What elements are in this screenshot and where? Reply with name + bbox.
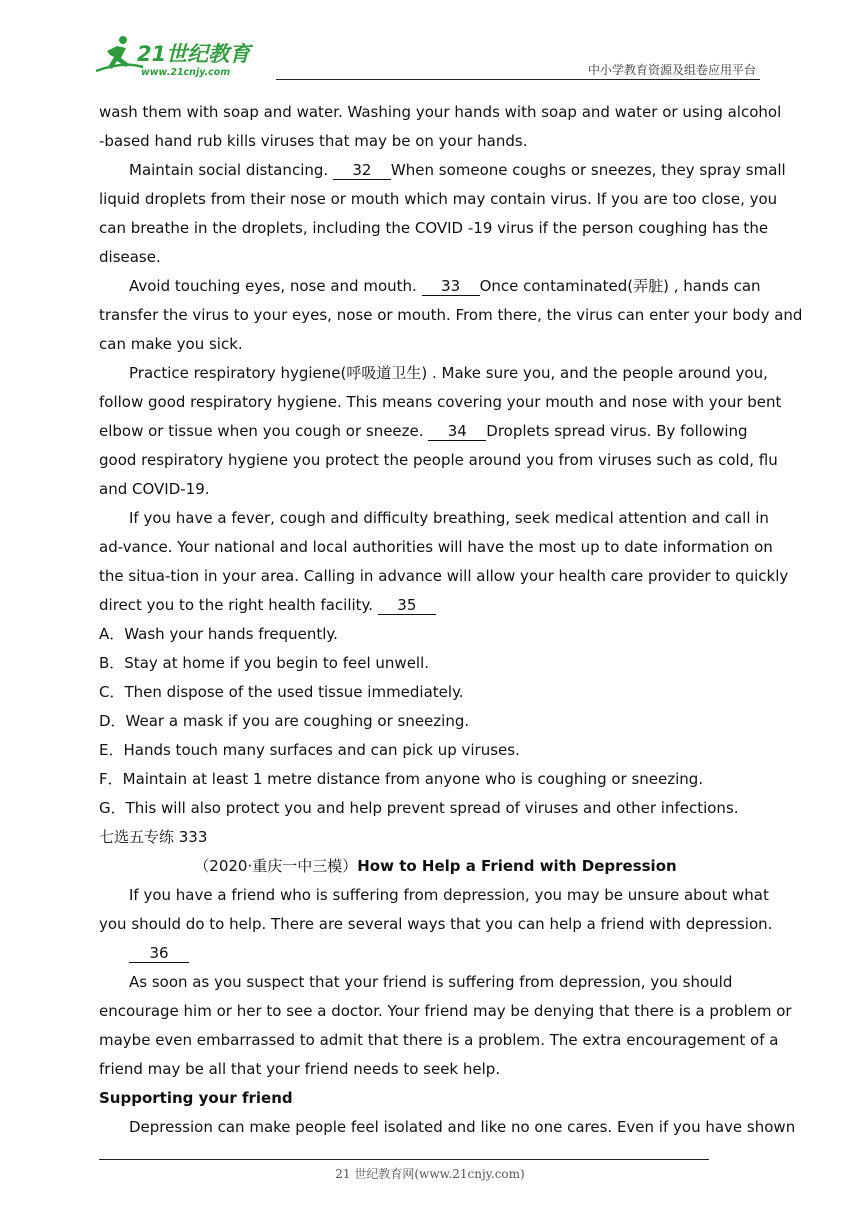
- option-e: E．Hands touch many surfaces and can pick up viruses.: [99, 741, 520, 759]
- option-c: C．Then dispose of the used tissue immediately.: [99, 683, 464, 701]
- text-line: can breathe in the droplets, including the COVID -19 virus if the person coughing has the: [99, 219, 769, 237]
- text-line: encourage him or her to see a doctor. Your friend may be denying that there is a problem or: [99, 1002, 792, 1020]
- text-line: ad-vance. Your national and local authorities will have the most up to date information on: [99, 538, 773, 556]
- text-line: wash them with soap and water. Washing your hands with soap and water or using alcohol: [99, 103, 782, 121]
- text-line: friend may be all that your friend needs to seek help.: [99, 1060, 501, 1078]
- text-line: [99, 939, 764, 968]
- logo-url: www.21cnjy.com: [141, 67, 231, 78]
- logo-21cnjy: [93, 34, 263, 80]
- section-heading: Supporting your friend: [99, 1089, 293, 1107]
- page-header: [0, 0, 860, 90]
- option-a: A．Wash your hands frequently.: [99, 625, 338, 643]
- text-line: As soon as you suspect that your friend is suffering from depression, you should: [129, 973, 733, 991]
- passage-title-line: [99, 852, 764, 881]
- answer-blank-33: 33: [422, 277, 480, 296]
- text-line: Avoid touching eyes, nose and mouth. 33 Once contaminated(弄脏) , hands can: [129, 277, 761, 295]
- answer-blank-36: 36: [129, 944, 189, 963]
- answer-blank-32: 32: [333, 161, 391, 180]
- text-line: Depression can make people feel isolated and like no one cares. Even if you have shown: [129, 1118, 796, 1136]
- text-line: and COVID-19.: [99, 480, 210, 498]
- text-line: transfer the virus to your eyes, nose or mouth. From there, the virus can enter your body and: [99, 306, 803, 324]
- text-line: disease.: [99, 248, 161, 266]
- option-b: B．Stay at home if you begin to feel unwell.: [99, 654, 430, 672]
- text-line: liquid droplets from their nose or mouth which may contain virus. If you are too close, you: [99, 190, 778, 208]
- text-line: good respiratory hygiene you protect the people around you from viruses such as cold, flu: [99, 451, 778, 469]
- header-rule: [276, 79, 760, 80]
- platform-name: 中小学教育资源及组卷应用平台: [587, 63, 756, 77]
- document-body: [99, 98, 803, 1142]
- option-g: G．This will also protect you and help prevent spread of viruses and other infections.: [99, 799, 739, 817]
- text-line: direct you to the right health facility. 35: [99, 591, 764, 620]
- text-line: you should do to help. There are several ways that you can help a friend with depression.: [99, 915, 773, 933]
- footer-rule: [99, 1159, 709, 1160]
- page-footer: 21 世纪教育网(www.21cnjy.com): [335, 1167, 525, 1181]
- text-line: If you have a fever, cough and difficulty breathing, seek medical attention and call in: [129, 509, 769, 527]
- passage-title: How to Help a Friend with Depression: [357, 857, 677, 875]
- text-line: If you have a friend who is suffering from depression, you may be unsure about what: [129, 886, 769, 904]
- text-line: Maintain social distancing. 32 When someone coughs or sneezes, they spray small: [129, 161, 786, 179]
- text-line: follow good respiratory hygiene. This means covering your mouth and nose with your bent: [99, 393, 782, 411]
- passage-source: （2020·重庆一中三模）: [194, 857, 358, 875]
- text-line: -based hand rub kills viruses that may be on your hands.: [99, 132, 528, 150]
- logo-wordmark: 21世纪教育: [137, 42, 251, 66]
- text-line: can make you sick.: [99, 335, 243, 353]
- section-label: 七选五专练 333: [99, 828, 208, 846]
- option-f: F．Maintain at least 1 metre distance from anyone who is coughing or sneezing.: [99, 770, 704, 788]
- text-line: maybe even embarrassed to admit that there is a problem. The extra encouragement of a: [99, 1031, 779, 1049]
- text-line: elbow or tissue when you cough or sneeze. 34 Droplets spread virus. By following: [99, 422, 748, 440]
- answer-blank-35: 35: [378, 596, 436, 615]
- text-line: the situa-tion in your area. Calling in advance will allow your health care provider to quickly: [99, 567, 789, 585]
- text-line: Practice respiratory hygiene(呼吸道卫生) . Make sure you, and the people around you,: [129, 364, 768, 382]
- option-d: D．Wear a mask if you are coughing or sneezing.: [99, 712, 470, 730]
- answer-blank-34: 34: [428, 422, 486, 441]
